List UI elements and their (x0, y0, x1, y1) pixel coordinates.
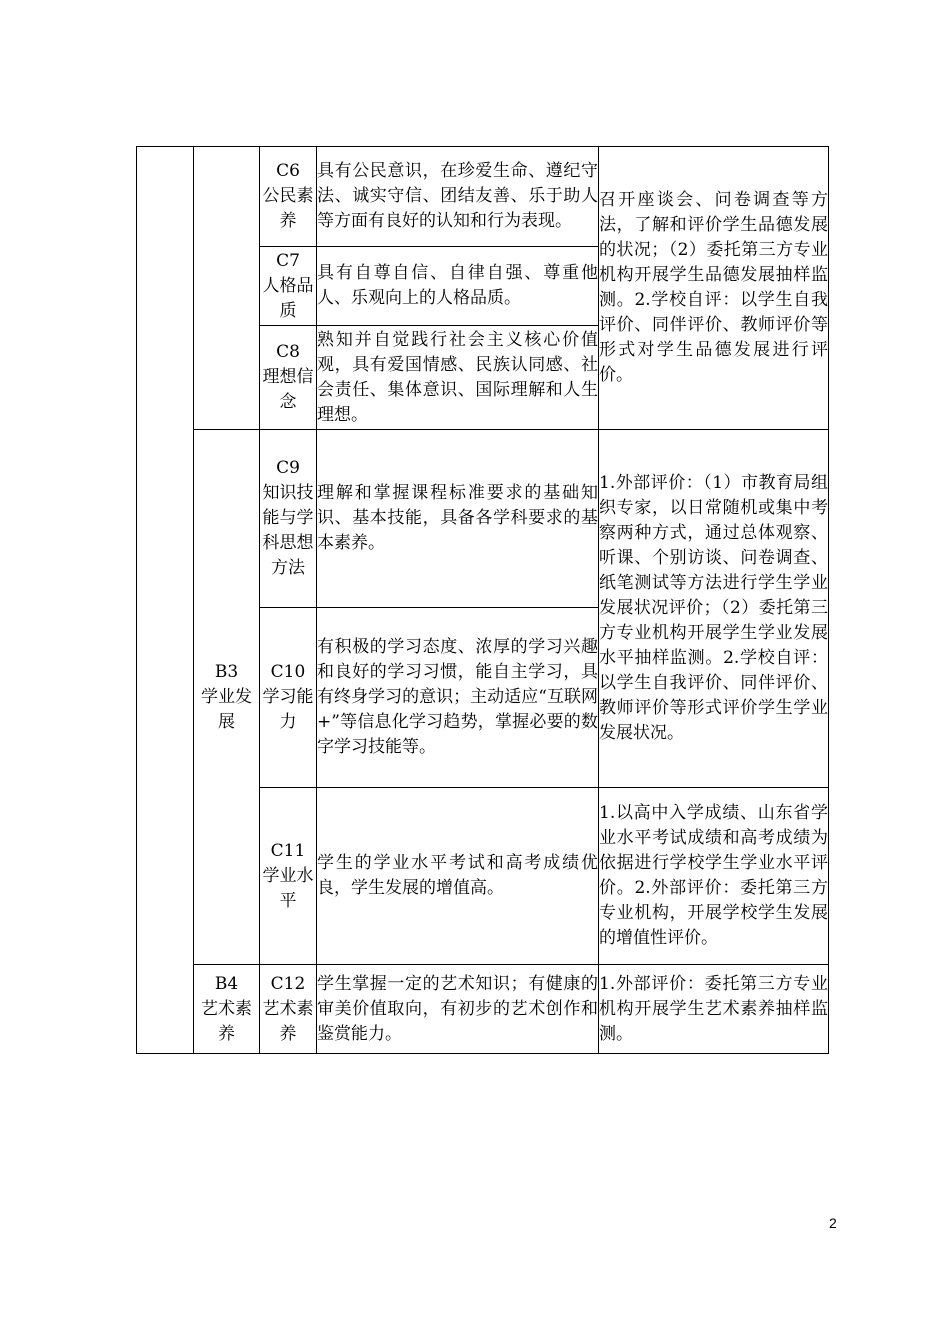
indicator-code: C6 (276, 161, 300, 181)
indicator-cell (260, 965, 317, 1054)
table-row (137, 965, 829, 1054)
evaluation-table (136, 146, 829, 1054)
evaluation-method: 1.外部评价：委托第三方专业机构开展学生艺术素养抽样监测。 (599, 965, 829, 1054)
indicator-description: 具有公民意识，在珍爱生命、遵纪守法、诚实守信、团结友善、乐于助人等方面有良好的认知和行为表现。 (317, 147, 599, 247)
table-row (137, 147, 829, 247)
indicator-cell (260, 326, 317, 430)
indicator-code: C7 (276, 250, 300, 271)
indicator-name: 人格品质 (262, 275, 314, 321)
page-number: 2 (829, 1215, 837, 1231)
table-row (137, 430, 829, 608)
indicator-description: 熟知并自觉践行社会主义核心价值观，具有爱国情感、民族认同感、社会责任、集体意识、国际理解和人生理想。 (317, 326, 599, 430)
indicator-code: C10 (270, 662, 306, 682)
group-cell (194, 430, 260, 965)
indicator-cell (260, 147, 317, 247)
indicator-description: 理解和掌握课程标准要求的基础知识、基本技能，具备各学科要求的基本素养。 (317, 430, 599, 608)
indicator-name: 学业水平 (262, 865, 314, 911)
indicator-description: 有积极的学习态度、浓厚的学习兴趣和良好的学习习惯，能自主学习，具有终身学习的意识；主动适应“互联网+”等信息化学习趋势，掌握必要的数字学习技能等。 (317, 608, 599, 788)
indicator-code: C8 (276, 342, 300, 362)
group-cell (194, 965, 260, 1054)
indicator-code: C9 (276, 458, 300, 478)
indicator-cell (260, 247, 317, 326)
indicator-name-visible: 艺术素养 (262, 998, 314, 1044)
indicator-cell (260, 608, 317, 788)
indicator-code: C11 (270, 840, 306, 861)
indicator-code: C12 (270, 973, 306, 994)
group-name: 学业发展 (201, 686, 252, 732)
group-name: 艺术素养 (201, 998, 252, 1044)
indicator-name: 公民素养 (262, 186, 314, 231)
evaluation-method: 1.外部评价：（1）市教育局组织专家，以日常随机或集中考察两种方式，通过总体观察、听课、个别访谈、问卷调查、纸笔测试等方法进行学生学业发展状况评价；（2）委托第三方专业机构开展学生学业发展水平抽样监测。2.学校自评：以学生自我评价、同伴评价、教师评价等形式评价学生学业发展状况。 (599, 430, 829, 788)
indicator-cell (260, 430, 317, 608)
indicator-cell (260, 788, 317, 965)
evaluation-method: 召开座谈会、问卷调查等方法，了解和评价学生品德发展的状况；（2）委托第三方专业机构开展学生品德发展抽样监测。2.学校自评：以学生自我评价、同伴评价、教师评价等形式对学生品德发展进行评价。 (599, 147, 829, 430)
group-cell-empty (194, 147, 260, 430)
indicator-description: 学生的学业水平考试和高考成绩优良，学生发展的增值高。 (317, 788, 599, 965)
category-cell-empty (137, 147, 194, 1054)
indicator-description: 学生掌握一定的艺术知识；有健康的审美价值取向，有初步的艺术创作和鉴赏能力。 (317, 965, 599, 1054)
evaluation-method: 1.以高中入学成绩、山东省学业水平考试成绩和高考成绩为依据进行学校学生学业水平评价。2.外部评价：委托第三方专业机构，开展学校学生发展的增值性评价。 (599, 788, 829, 965)
indicator-name: 学习能力 (262, 687, 314, 732)
indicator-name: 知识技能与学科思想方法 (262, 483, 314, 578)
group-code: B4 (214, 973, 239, 994)
indicator-name: 理想信念 (262, 367, 314, 412)
indicator-description: 具有自尊自信、自律自强、尊重他人、乐观向上的人格品质。 (317, 247, 599, 326)
group-code: B3 (214, 661, 239, 682)
